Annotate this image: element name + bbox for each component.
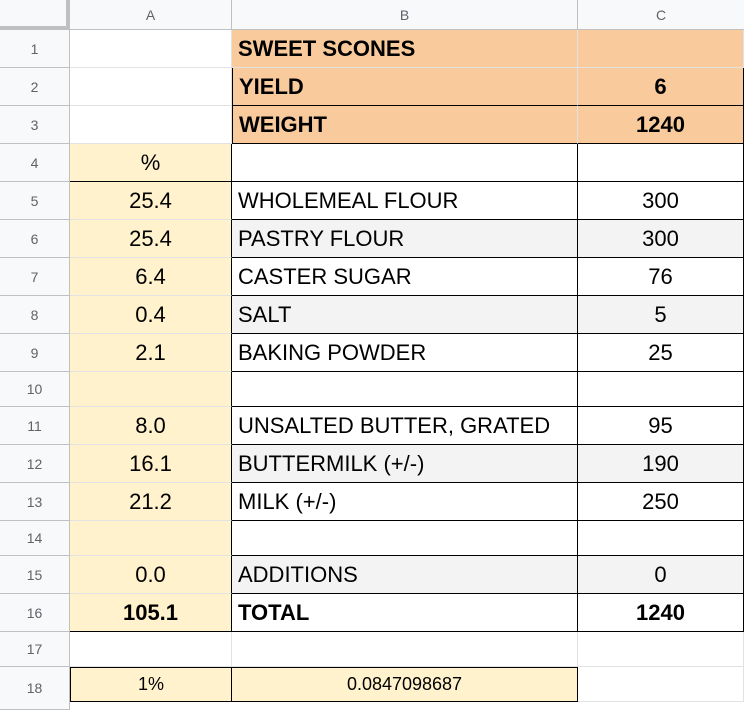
row-header-6[interactable]: 6 [0,220,70,258]
one-percent-value-cell[interactable]: 0.0847098687 [232,667,578,702]
ingredient-name-cell[interactable]: BAKING POWDER [232,334,578,372]
ingredient-percent-cell[interactable]: 0.4 [70,296,232,334]
row-header-12[interactable]: 12 [0,445,70,483]
ingredient-name-cell[interactable]: PASTRY FLOUR [232,220,578,258]
cell-a14[interactable] [70,521,232,556]
row-header-11[interactable]: 11 [0,407,70,445]
ingredient-quantity-cell[interactable]: 25 [578,334,744,372]
cell-b17[interactable] [232,632,578,667]
row-header-4[interactable]: 4 [0,144,70,182]
cell-c1[interactable] [578,30,744,68]
row-header-2[interactable]: 2 [0,68,70,106]
cell-c17[interactable] [578,632,744,667]
row-header-7[interactable]: 7 [0,258,70,296]
ingredient-name-cell[interactable]: SALT [232,296,578,334]
cell-b14[interactable] [232,521,578,556]
column-header-b[interactable]: B [232,0,578,30]
ingredient-percent-cell[interactable]: 8.0 [70,407,232,445]
ingredient-name-cell[interactable]: MILK (+/-) [232,483,578,521]
ingredient-percent-cell[interactable]: 16.1 [70,445,232,483]
yield-label-cell[interactable]: YIELD [232,68,578,106]
row-header-3[interactable]: 3 [0,106,70,144]
column-header-a[interactable]: A [70,0,232,30]
ingredient-percent-cell[interactable]: 2.1 [70,334,232,372]
total-percent-cell[interactable]: 105.1 [70,594,232,632]
row-header-9[interactable]: 9 [0,334,70,372]
ingredient-quantity-cell[interactable]: 0 [578,556,744,594]
ingredient-name-cell[interactable]: ADDITIONS [232,556,578,594]
cell-c4[interactable] [578,144,744,182]
percent-header-cell[interactable]: % [70,144,232,182]
ingredient-name-cell[interactable]: BUTTERMILK (+/-) [232,445,578,483]
ingredient-name-cell[interactable]: UNSALTED BUTTER, GRATED [232,407,578,445]
ingredient-quantity-cell[interactable]: 76 [578,258,744,296]
one-percent-label-cell[interactable]: 1% [70,667,232,702]
cell-c18[interactable] [578,667,744,702]
total-quantity-cell[interactable]: 1240 [578,594,744,632]
row-header-8[interactable]: 8 [0,296,70,334]
cell-a3[interactable] [70,106,232,144]
row-header-13[interactable]: 13 [0,483,70,521]
yield-value-cell[interactable]: 6 [578,68,744,106]
cell-a1[interactable] [70,30,232,68]
cell-c14[interactable] [578,521,744,556]
row-header-17[interactable]: 17 [0,632,70,667]
ingredient-name-cell[interactable]: CASTER SUGAR [232,258,578,296]
ingredient-quantity-cell[interactable]: 5 [578,296,744,334]
cell-a17[interactable] [70,632,232,667]
row-header-5[interactable]: 5 [0,182,70,220]
row-header-1[interactable]: 1 [0,30,70,68]
row-header-18[interactable]: 18 [0,667,70,710]
row-header-16[interactable]: 16 [0,594,70,632]
row-header-14[interactable]: 14 [0,521,70,556]
cell-c10[interactable] [578,372,744,407]
ingredient-percent-cell[interactable]: 21.2 [70,483,232,521]
ingredient-quantity-cell[interactable]: 95 [578,407,744,445]
cell-a2[interactable] [70,68,232,106]
row-header-15[interactable]: 15 [0,556,70,594]
ingredient-percent-cell[interactable]: 25.4 [70,182,232,220]
row-header-10[interactable]: 10 [0,372,70,407]
cell-b10[interactable] [232,372,578,407]
column-header-c[interactable]: C [578,0,744,30]
ingredient-percent-cell[interactable]: 25.4 [70,220,232,258]
weight-value-cell[interactable]: 1240 [578,106,744,144]
ingredient-percent-cell[interactable]: 0.0 [70,556,232,594]
total-label-cell[interactable]: TOTAL [232,594,578,632]
ingredient-quantity-cell[interactable]: 300 [578,182,744,220]
ingredient-quantity-cell[interactable]: 300 [578,220,744,258]
ingredient-quantity-cell[interactable]: 190 [578,445,744,483]
ingredient-percent-cell[interactable]: 6.4 [70,258,232,296]
weight-label-cell[interactable]: WEIGHT [232,106,578,144]
cell-a10[interactable] [70,372,232,407]
ingredient-quantity-cell[interactable]: 250 [578,483,744,521]
cell-b4[interactable] [232,144,578,182]
recipe-title-cell[interactable]: SWEET SCONES [232,30,578,68]
ingredient-name-cell[interactable]: WHOLEMEAL FLOUR [232,182,578,220]
select-all-corner[interactable] [0,0,70,30]
